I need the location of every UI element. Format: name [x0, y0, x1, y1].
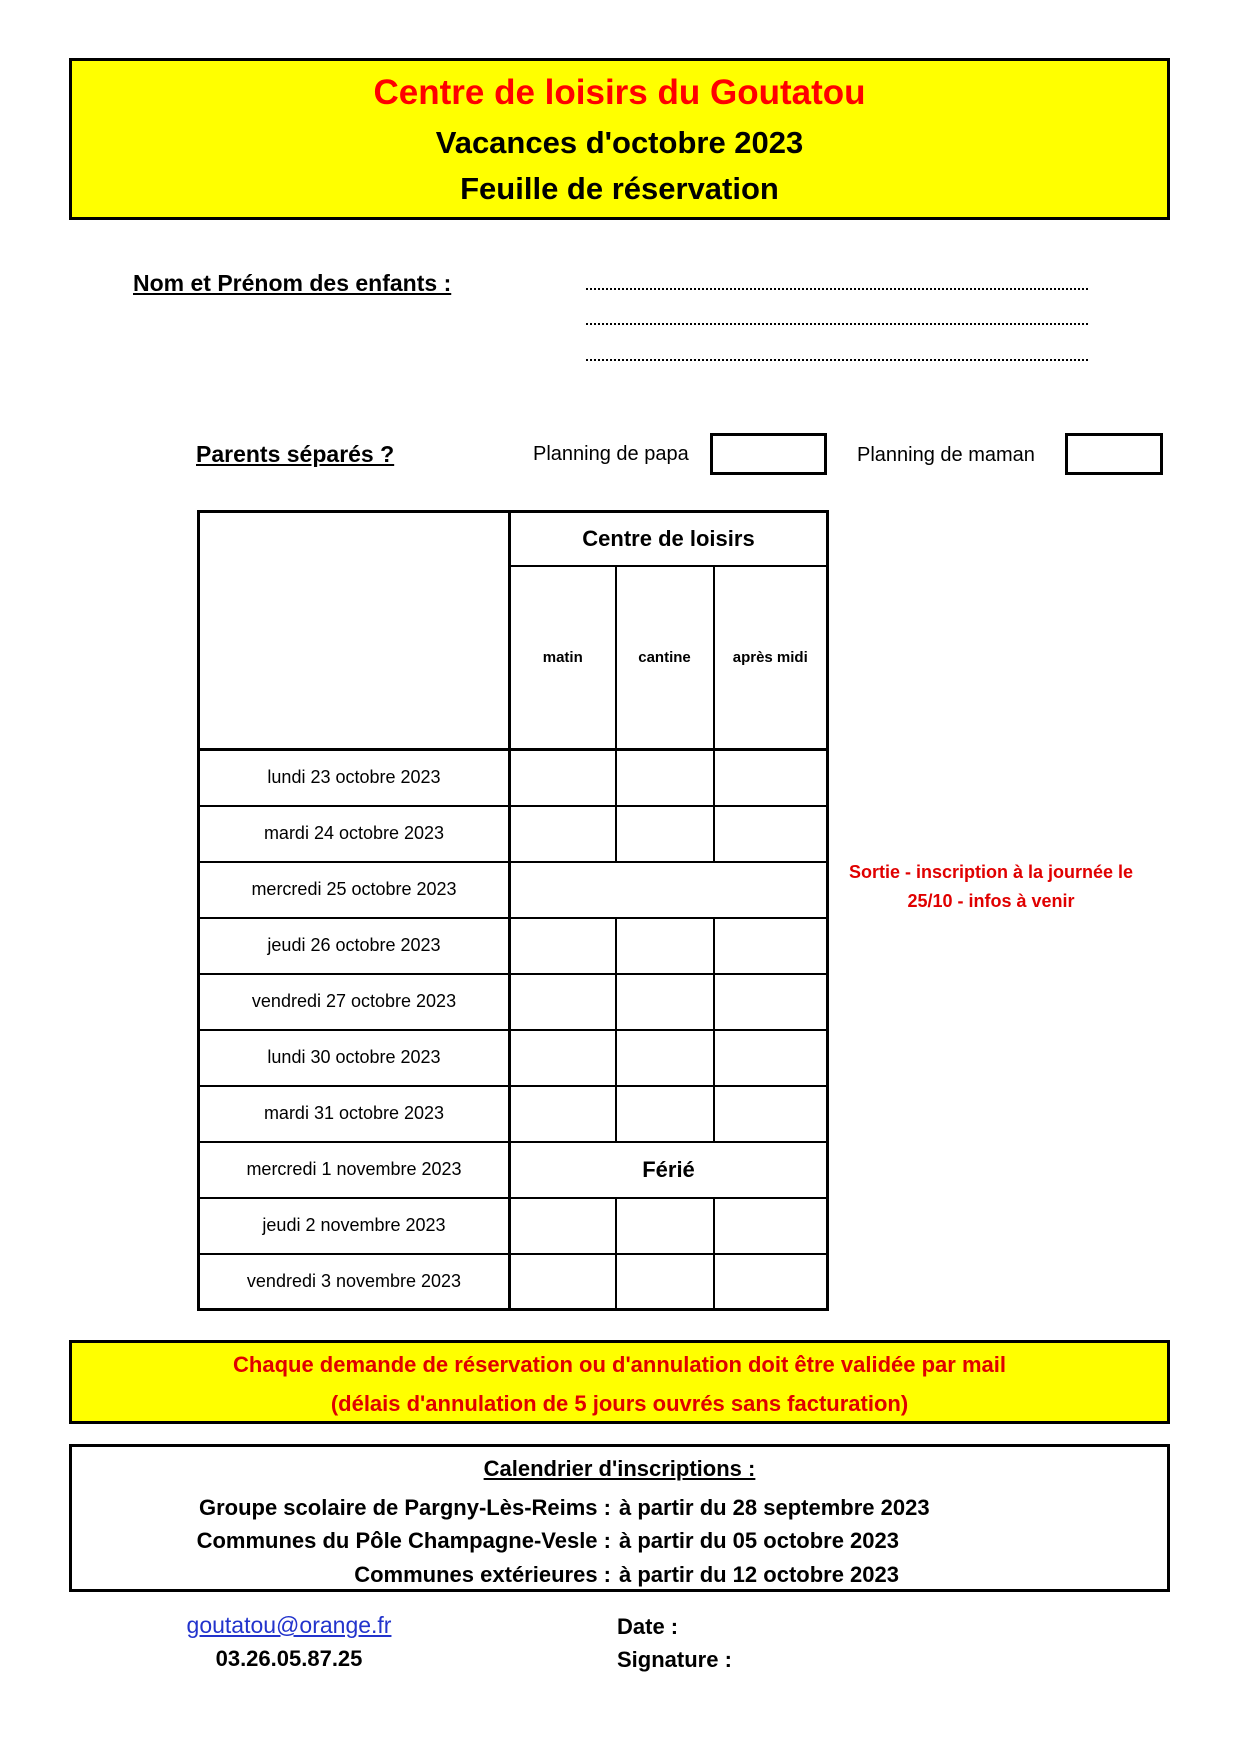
column-header-apres-midi: après midi [714, 566, 828, 750]
apres-midi-cell[interactable] [714, 1254, 828, 1310]
date-cell: mercredi 1 novembre 2023 [199, 1142, 510, 1198]
form-title: Feuille de réservation [460, 171, 779, 206]
column-header-matin: matin [510, 566, 616, 750]
date-cell: mercredi 25 octobre 2023 [199, 862, 510, 918]
calendar-title: Calendrier d'inscriptions : [483, 1456, 756, 1481]
signature-label: Signature : [617, 1647, 732, 1672]
maman-planning-label: Planning de maman [857, 444, 1035, 466]
table-row [199, 1198, 828, 1254]
matin-cell[interactable] [510, 918, 616, 974]
table-row [199, 806, 828, 862]
apres-midi-cell[interactable] [714, 1030, 828, 1086]
apres-midi-cell[interactable] [714, 750, 828, 806]
matin-cell[interactable] [510, 1086, 616, 1142]
child-name-line-1[interactable] [586, 288, 1088, 290]
group-header: Centre de loisirs [510, 512, 828, 566]
cantine-cell[interactable] [616, 918, 714, 974]
contact-phone: 03.26.05.87.25 [215, 1646, 363, 1671]
notice-line-1: Chaque demande de réservation ou d'annulation doit être validée par mail [233, 1352, 1006, 1377]
cantine-cell[interactable] [616, 1198, 714, 1254]
calendar-entry-value: à partir du 05 octobre 2023 [619, 1528, 899, 1553]
cantine-cell[interactable] [616, 1254, 714, 1310]
calendar-entry [72, 1562, 1167, 1594]
holiday-title: Vacances d'octobre 2023 [435, 125, 804, 160]
matin-cell[interactable] [510, 750, 616, 806]
header-box [69, 58, 1170, 220]
calendar-entry-label: Groupe scolaire de Pargny-Lès-Reims : [198, 1495, 611, 1520]
calendar-entry [72, 1528, 1167, 1560]
cantine-cell[interactable] [616, 750, 714, 806]
contact-email-link[interactable]: goutatou@orange.fr [186, 1612, 392, 1638]
cantine-cell[interactable] [616, 1086, 714, 1142]
maman-planning-checkbox[interactable] [1065, 433, 1163, 475]
apres-midi-cell[interactable] [714, 1198, 828, 1254]
child-name-line-2[interactable] [586, 323, 1088, 325]
calendar-entry-value: à partir du 12 octobre 2023 [619, 1562, 899, 1587]
table-row [199, 862, 828, 918]
sortie-note-line-1: Sortie - inscription à la journée le [848, 862, 1134, 882]
date-cell: jeudi 26 octobre 2023 [199, 918, 510, 974]
apres-midi-cell[interactable] [714, 806, 828, 862]
matin-cell[interactable] [510, 1198, 616, 1254]
children-name-label: Nom et Prénom des enfants : [133, 270, 452, 296]
date-cell: jeudi 2 novembre 2023 [199, 1198, 510, 1254]
cantine-cell[interactable] [616, 806, 714, 862]
cantine-cell[interactable] [616, 1030, 714, 1086]
apres-midi-cell[interactable] [714, 1086, 828, 1142]
matin-cell[interactable] [510, 1030, 616, 1086]
calendar-entry-label: Communes du Pôle Champagne-Vesle : [196, 1528, 611, 1553]
column-header-cantine: cantine [616, 566, 714, 750]
sortie-note-line-2: 25/10 - infos à venir [907, 891, 1075, 911]
cancellation-notice [69, 1340, 1170, 1424]
separated-parents-label: Parents séparés ? [196, 441, 395, 467]
calendar-entry-value: à partir du 28 septembre 2023 [619, 1495, 930, 1520]
apres-midi-cell[interactable] [714, 918, 828, 974]
date-cell: vendredi 27 octobre 2023 [199, 974, 510, 1030]
date-label: Date : [617, 1614, 679, 1639]
date-cell: vendredi 3 novembre 2023 [199, 1254, 510, 1310]
child-name-line-3[interactable] [586, 359, 1088, 361]
table-row [199, 1086, 828, 1142]
matin-cell[interactable] [510, 1254, 616, 1310]
table-row [199, 750, 828, 806]
date-cell: lundi 30 octobre 2023 [199, 1030, 510, 1086]
table-row [199, 1254, 828, 1310]
merged-sortie-cell[interactable] [510, 862, 828, 918]
date-cell: mardi 31 octobre 2023 [199, 1086, 510, 1142]
table-row [199, 918, 828, 974]
date-cell: mardi 24 octobre 2023 [199, 806, 510, 862]
reservation-table [197, 510, 829, 1311]
sortie-note [830, 858, 1152, 916]
matin-cell[interactable] [510, 974, 616, 1030]
apres-midi-cell[interactable] [714, 974, 828, 1030]
table-row [199, 974, 828, 1030]
matin-cell[interactable] [510, 806, 616, 862]
table-corner-cell [199, 512, 510, 750]
table-row [199, 1142, 828, 1198]
date-cell: lundi 23 octobre 2023 [199, 750, 510, 806]
notice-line-2: (délais d'annulation de 5 jours ouvrés sans facturation) [330, 1391, 909, 1416]
cantine-cell[interactable] [616, 974, 714, 1030]
papa-planning-checkbox[interactable] [710, 433, 827, 475]
papa-planning-label: Planning de papa [533, 443, 689, 465]
calendar-entry [72, 1495, 1167, 1527]
calendar-entry-label: Communes extérieures : [354, 1562, 611, 1587]
center-title: Centre de loisirs du Goutatou [373, 73, 866, 112]
ferie-cell: Férié [510, 1142, 828, 1198]
registration-calendar [69, 1444, 1170, 1592]
table-row [199, 1030, 828, 1086]
